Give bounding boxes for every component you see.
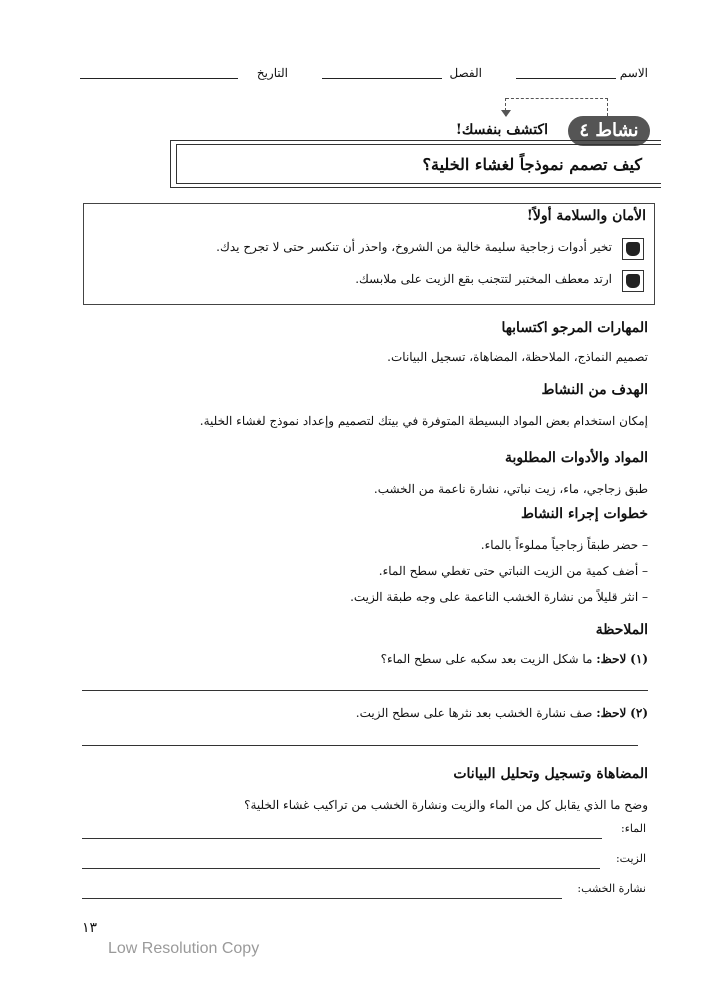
safety-item: تخير أدوات زجاجية سليمة خالية من الشروخ، واحذر أن تنكسر حتى لا تجرح يدك.: [216, 240, 612, 254]
water-label: الماء:: [621, 822, 646, 835]
class-field[interactable]: [322, 78, 442, 79]
observation-title: الملاحظة: [595, 622, 648, 638]
safety-item: ارتد معطف المختبر لتتجنب بقع الزيت على ملابسك.: [355, 272, 612, 286]
question-text: صف نشارة الخشب بعد نثرها على سطح الزيت.: [355, 706, 593, 720]
date-label: التاريخ: [256, 66, 288, 80]
goal-text: إمكان استخدام بعض المواد البسيطة المتوفرة في بيتك لتصميم وإعداد نموذج لغشاء الخلية.: [199, 414, 648, 428]
safety-title: الأمان والسلامة أولاً!: [526, 208, 646, 224]
sawdust-label: نشارة الخشب:: [577, 882, 646, 895]
question-number: (٢): [630, 706, 648, 720]
step-item: – حضر طبقاً زجاجياً مملوءاً بالماء.: [480, 538, 648, 552]
step-item: – أضف كمية من الزيت النباتي حتى تغطي سطح الماء.: [378, 564, 648, 578]
name-label: الاسم: [619, 66, 648, 80]
name-field[interactable]: [516, 78, 616, 79]
lab-coat-icon: [622, 270, 644, 292]
class-label: الفصل: [449, 66, 482, 80]
step-item: – انثر قليلاً من نشارة الخشب الناعمة على وجه طبقة الزيت.: [350, 590, 648, 604]
sawdust-answer-line[interactable]: [82, 898, 562, 899]
skills-title: المهارات المرجو اكتسابها: [501, 320, 648, 336]
answer-line[interactable]: [82, 690, 648, 691]
question-number: (١): [630, 652, 648, 666]
page-number: ١٣: [82, 920, 98, 936]
activity-badge: نشاط ٤: [568, 116, 650, 146]
materials-title: المواد والأدوات المطلوبة: [504, 450, 648, 466]
observation-question-2: [356, 706, 648, 720]
watermark: Low Resolution Copy: [108, 940, 260, 957]
goal-title: الهدف من النشاط: [541, 382, 648, 398]
arrow-down-icon: [501, 110, 511, 117]
date-field[interactable]: [80, 78, 238, 79]
skills-text: تصميم النماذج، الملاحظة، المضاهاة، تسجيل البيانات.: [387, 350, 648, 364]
answer-line[interactable]: [82, 745, 638, 746]
student-info-header: [80, 66, 648, 86]
goggles-icon: [622, 238, 644, 260]
materials-text: طبق زجاجي، ماء، زيت نباتي، نشارة ناعمة من الخشب.: [373, 482, 648, 496]
discover-heading: اكتشف بنفسك!: [455, 122, 548, 138]
dashed-connector-right: [607, 98, 608, 116]
oil-label: الزيت:: [615, 852, 646, 865]
dashed-connector: [506, 98, 608, 99]
analysis-title: المضاهاة وتسجيل وتحليل البيانات: [453, 766, 648, 782]
observe-label: لاحظ:: [596, 652, 627, 666]
observation-question-1: [381, 652, 648, 666]
question-text: ما شكل الزيت بعد سكبه على سطح الماء؟: [380, 652, 593, 666]
oil-answer-line[interactable]: [82, 868, 600, 869]
activity-question: كيف تصمم نموذجاً لغشاء الخلية؟: [422, 155, 642, 174]
steps-title: خطوات إجراء النشاط: [520, 506, 648, 522]
water-answer-line[interactable]: [82, 838, 602, 839]
observe-label: لاحظ:: [596, 706, 627, 720]
analysis-prompt: وضح ما الذي يقابل كل من الماء والزيت ونشارة الخشب من تراكيب غشاء الخلية؟: [244, 798, 648, 812]
